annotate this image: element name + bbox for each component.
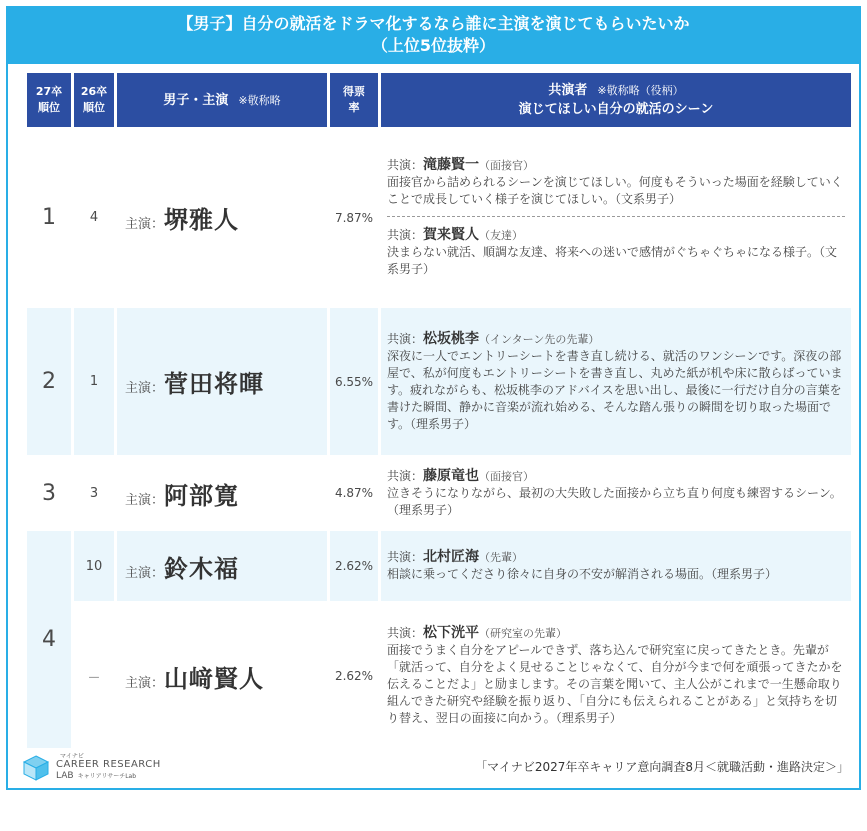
logo-lab-kana: キャリアリサーチLab bbox=[77, 773, 137, 780]
costar-line bbox=[387, 157, 845, 174]
source-note: 「マイナビ2027年卒キャリア意向調査8月＜就職活動・進路決定＞」 bbox=[475, 760, 849, 774]
lead-actor-cell bbox=[117, 458, 327, 528]
rank26-cell: 3 bbox=[74, 458, 114, 528]
table-row bbox=[27, 130, 851, 305]
costar-role: （先輩） bbox=[479, 551, 524, 564]
costar-prefix: 共演： bbox=[387, 228, 424, 242]
rank26-cell: － bbox=[74, 604, 114, 748]
header-lead bbox=[117, 73, 327, 127]
header-lead-note: ※敬称略 bbox=[238, 93, 281, 107]
rank27-cell: 4 bbox=[27, 531, 71, 748]
costar-scene-cell bbox=[381, 604, 851, 748]
header-scene-label: 演じてほしい自分の就活のシーン bbox=[518, 102, 714, 117]
costar-prefix: 共演： bbox=[387, 626, 424, 640]
header-rate-line2: 率 bbox=[348, 101, 360, 114]
costar-prefix: 共演： bbox=[387, 550, 424, 564]
costar-scene-cell bbox=[381, 308, 851, 455]
lead-prefix: 主演： bbox=[125, 675, 165, 691]
title-line-2: （上位5位抜粋） bbox=[371, 36, 496, 55]
costar-block bbox=[387, 549, 845, 583]
header-costar-label: 共演者 bbox=[548, 83, 588, 98]
scene-text: 相談に乗ってくださり徐々に自身の不安が解消される場面。（理系男子） bbox=[387, 567, 778, 581]
rank27-cell: 2 bbox=[27, 308, 71, 455]
costar-prefix: 共演： bbox=[387, 468, 424, 483]
header-rank26-line2: 順位 bbox=[83, 101, 105, 114]
lead-prefix: 主演： bbox=[125, 492, 165, 508]
cube-logo-icon bbox=[22, 755, 50, 781]
lead-actor-name: 堺雅人 bbox=[164, 206, 240, 234]
costar-block bbox=[387, 216, 845, 278]
table-row bbox=[27, 458, 851, 528]
lead-actor-cell bbox=[117, 604, 327, 748]
header-costar-note: ※敬称略（役柄） bbox=[597, 84, 684, 97]
lead-actor-name: 菅田将暉 bbox=[164, 370, 265, 398]
costar-role: （研究室の先輩） bbox=[479, 627, 568, 640]
header-rank27-line2: 順位 bbox=[38, 101, 60, 114]
lead-prefix: 主演： bbox=[125, 381, 165, 396]
costar-prefix: 共演： bbox=[387, 158, 424, 172]
vote-rate-cell: 4.87% bbox=[330, 458, 378, 528]
rank26-cell: 1 bbox=[74, 308, 114, 455]
header-costar bbox=[381, 73, 851, 127]
lead-actor-name: 阿部寛 bbox=[164, 481, 240, 510]
costar-role: （友達） bbox=[479, 229, 524, 242]
costar-name: 藤原竜也 bbox=[423, 467, 480, 484]
vote-rate-cell: 2.62% bbox=[330, 604, 378, 748]
rank26-cell: 4 bbox=[74, 130, 114, 305]
vote-rate-cell: 6.55% bbox=[330, 308, 378, 455]
table-row bbox=[27, 308, 851, 455]
costar-name: 賀来賢人 bbox=[423, 227, 480, 243]
costar-line bbox=[387, 468, 845, 485]
header-rank27 bbox=[27, 73, 71, 127]
title-banner bbox=[8, 8, 859, 64]
vote-rate-cell: 2.62% bbox=[330, 531, 378, 601]
costar-line bbox=[387, 625, 845, 642]
header-rank26-line1: 26卒 bbox=[80, 85, 108, 98]
header-rate-line1: 得票 bbox=[343, 85, 365, 98]
costar-block bbox=[387, 331, 845, 433]
lead-actor-cell bbox=[117, 130, 327, 305]
scene-text: 面接でうまく自分をアピールできず、落ち込んで研究室に戻ってきたとき。先輩が「就活って、自分をよく見せることじゃなくて、自分が今まで何を頑張ってきたかを伝えることだよ」と励まします。その言葉を聞いて、主人公がこれまで一生懸命取り組んできた研究や経験を振り返り、「自分にも伝えられることがある」と気持ちを切り替え、翌日の面接に向かう。（理系男子） bbox=[387, 643, 843, 725]
ranking-table bbox=[24, 70, 854, 751]
costar-name: 北村匠海 bbox=[423, 549, 480, 565]
logo-wordmark: CAREER RESEARCH bbox=[56, 759, 161, 770]
costar-scene-cell bbox=[381, 130, 851, 305]
costar-line bbox=[387, 227, 845, 244]
costar-scene-cell bbox=[381, 531, 851, 601]
costar-prefix: 共演： bbox=[387, 331, 424, 346]
rank27-cell: 3 bbox=[27, 458, 71, 528]
lead-actor-cell bbox=[117, 531, 327, 601]
costar-scene-cell bbox=[381, 458, 851, 528]
scene-text: 面接官から詰められるシーンを演じてほしい。何度もそういった場面を経験していくことで成長していく様子を演じてほしい。（文系男子） bbox=[387, 175, 843, 206]
logo-lab: LAB bbox=[56, 771, 74, 781]
rank27-cell: 1 bbox=[27, 130, 71, 305]
costar-block bbox=[387, 157, 845, 208]
table-row bbox=[27, 531, 851, 601]
vote-rate-cell: 7.87% bbox=[330, 130, 378, 305]
ranking-table-wrap bbox=[24, 70, 848, 751]
lead-prefix: 主演： bbox=[125, 217, 165, 232]
logo-sub-line bbox=[56, 771, 136, 781]
costar-line bbox=[387, 331, 845, 348]
table-row bbox=[27, 604, 851, 748]
costar-role: （面接官） bbox=[479, 469, 535, 483]
costar-line bbox=[387, 549, 845, 566]
career-research-lab-logo bbox=[22, 751, 162, 785]
rank26-cell: 10 bbox=[74, 531, 114, 601]
lead-actor-name: 鈴木福 bbox=[164, 554, 240, 583]
header-rank27-line1: 27卒 bbox=[35, 85, 63, 98]
costar-name: 松坂桃李 bbox=[423, 330, 480, 347]
costar-name: 松下洸平 bbox=[423, 625, 480, 641]
title-line-1: 【男子】自分の就活をドラマ化するなら誰に主演を演じてもらいたいか bbox=[177, 14, 690, 33]
scene-text: 深夜に一人でエントリーシートを書き直し続ける、就活のワンシーンです。深夜の部屋で、私が何度もエントリーシートを書き直し、丸めた紙が机や床に散らばっています。疲れながらも、松坂桃李のアドバイスを思い出し、最後に一行だけ自分の言葉を書けた瞬間、静かに音楽が流れ始める、そんな踏ん張りの瞬間を切り取った場面です。（理系男子） bbox=[387, 348, 843, 431]
costar-block bbox=[387, 468, 845, 519]
header-rank26 bbox=[74, 73, 114, 127]
header-lead-label: 男子・主演 bbox=[163, 92, 229, 108]
header-rate bbox=[330, 73, 378, 127]
scene-text: 決まらない就活、順調な友達、将来への迷いで感情がぐちゃぐちゃになる様子。（文系男子） bbox=[387, 245, 838, 276]
costar-role: （インターン先の先輩） bbox=[479, 332, 600, 346]
header-row bbox=[27, 73, 851, 127]
lead-prefix: 主演： bbox=[125, 565, 165, 581]
lead-actor-name: 山﨑賢人 bbox=[164, 664, 265, 693]
costar-block bbox=[387, 625, 845, 727]
lead-actor-cell bbox=[117, 308, 327, 455]
costar-name: 滝藤賢一 bbox=[423, 157, 480, 173]
logo-brand-small: マイナビ bbox=[60, 753, 84, 760]
chart-frame bbox=[6, 6, 861, 790]
scene-text: 泣きそうになりながら、最初の大失敗した面接から立ち直り何度も練習するシーン。（理系男子） bbox=[387, 485, 842, 517]
costar-role: （面接官） bbox=[479, 159, 535, 172]
